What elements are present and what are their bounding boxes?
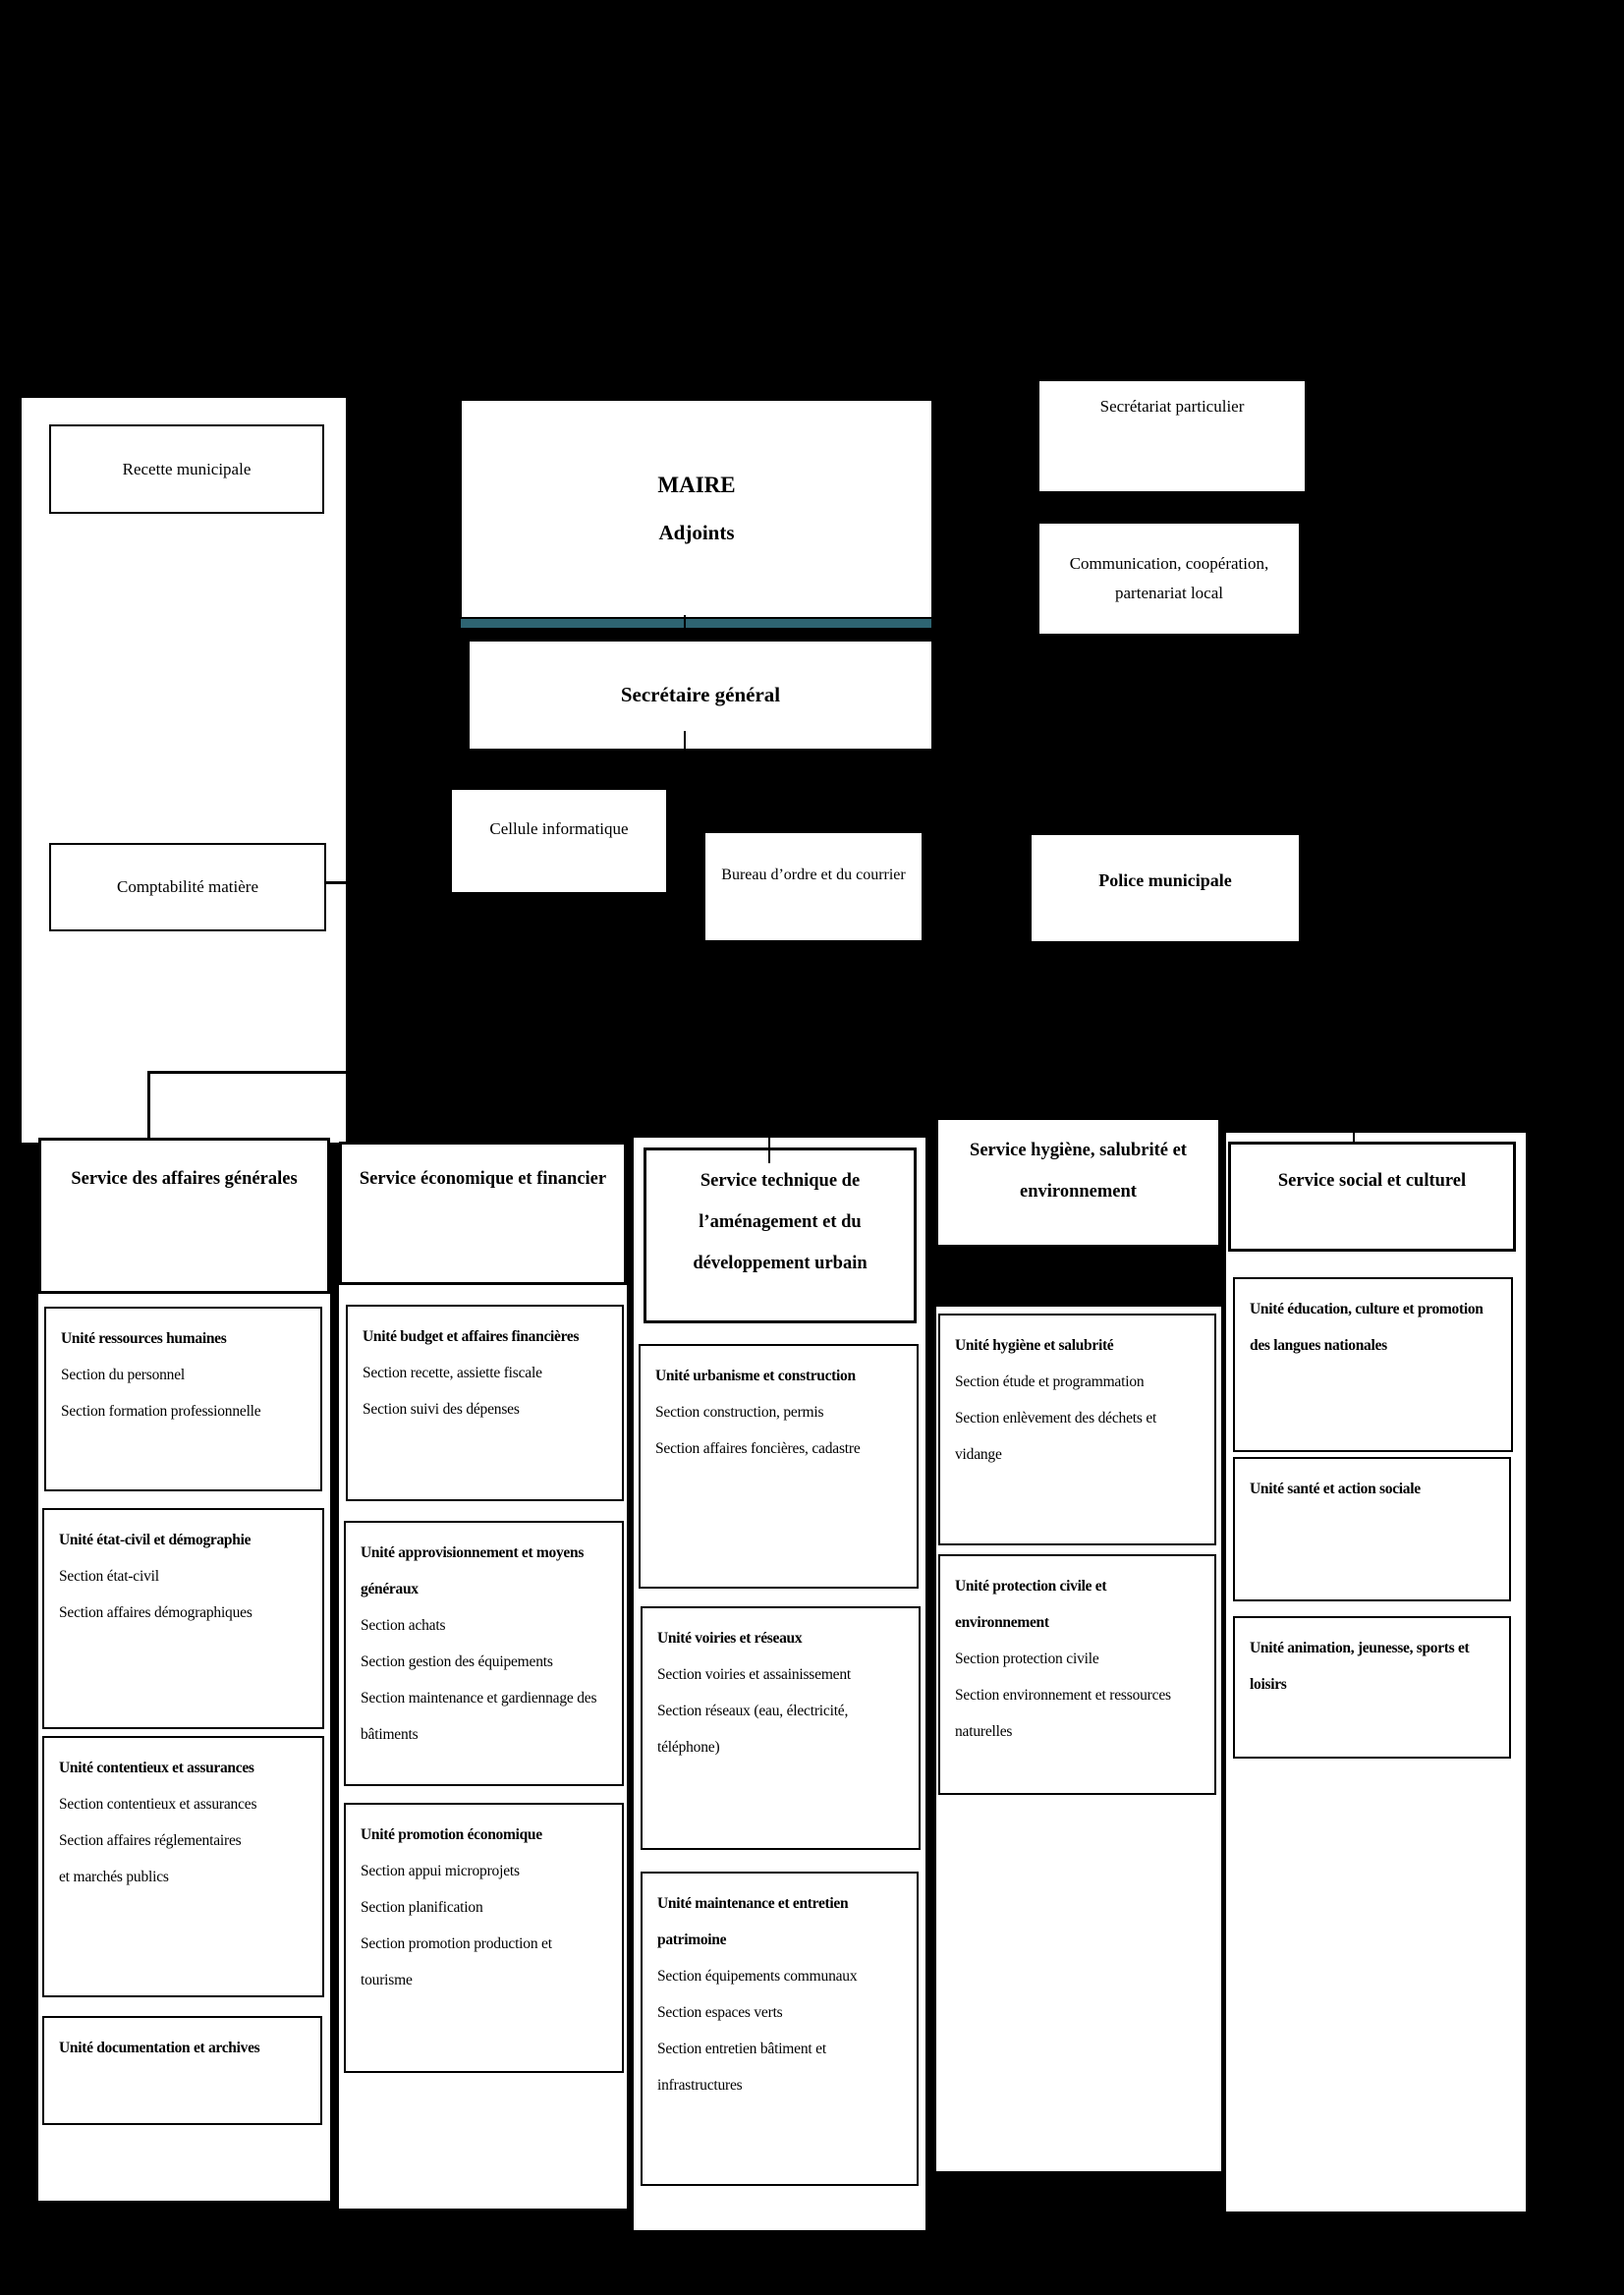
section-line: Section état-civil [59, 1568, 159, 1585]
section-line: Section construction, permis [655, 1404, 824, 1421]
unit-title: Unité promotion économique [361, 1826, 542, 1843]
unit-title: patrimoine [657, 1931, 727, 1948]
connector-technique-tick [768, 1138, 770, 1163]
section-line: Section gestion des équipements [361, 1653, 553, 1670]
comptabilite-matiere-box [49, 843, 326, 931]
unit-budget-finances [346, 1305, 624, 1501]
section-line: Section affaires démographiques [59, 1604, 252, 1621]
unit-title: environnement [955, 1614, 1049, 1631]
unit-education-culture [1233, 1277, 1513, 1452]
unit-animation-jeunesse [1233, 1616, 1511, 1759]
unit-title: Unité santé et action sociale [1250, 1481, 1421, 1497]
connector-elbow-horizontal [147, 1071, 346, 1074]
section-line: Section espaces verts [657, 2004, 783, 2021]
section-line: téléphone) [657, 1739, 720, 1756]
header-hygiene-line: Service hygiène, salubrité et [970, 1141, 1187, 1160]
unit-title: Unité documentation et archives [59, 2040, 260, 2056]
header-social-line: Service social et culturel [1277, 1171, 1467, 1191]
section-line: Section affaires foncières, cadastre [655, 1440, 861, 1457]
section-line: Section affaires réglementaires [59, 1832, 242, 1849]
header-affaires-generales [38, 1138, 330, 1294]
section-line: Section protection civile [955, 1651, 1099, 1667]
recette-municipale-box [49, 424, 324, 514]
secretaire-general-label: Secrétaire général [620, 683, 781, 706]
unit-maintenance-patrimoine [641, 1872, 919, 2186]
unit-protection-civile [938, 1554, 1216, 1795]
police-municipale-label: Police municipale [1098, 870, 1232, 890]
header-technique [644, 1148, 917, 1323]
maire-shadow-bar [461, 619, 931, 628]
section-line: Section réseaux (eau, électricité, [657, 1703, 849, 1719]
section-line: Section équipements communaux [657, 1968, 858, 1985]
unit-title: Unité animation, jeunesse, sports et [1250, 1640, 1470, 1656]
unit-hygiene-salubrite [938, 1314, 1216, 1545]
unit-ressources-humaines [44, 1307, 322, 1491]
communication-line-2: partenariat local [1115, 584, 1223, 602]
section-line: tourisme [361, 1972, 413, 1988]
header-technique-line: développement urbain [693, 1254, 868, 1273]
unit-voiries-reseaux [641, 1606, 921, 1850]
unit-title: Unité voiries et réseaux [657, 1630, 803, 1647]
maire-box [462, 401, 931, 617]
header-technique-line: Service technique de [700, 1171, 861, 1191]
section-line: Section enlèvement des déchets et [955, 1410, 1157, 1427]
header-economique [339, 1142, 627, 1285]
cellule-informatique-box [450, 788, 668, 894]
section-line: et marchés publics [59, 1869, 169, 1885]
cellule-informatique-label: Cellule informatique [489, 819, 629, 838]
maire-title: MAIRE [657, 473, 736, 497]
unit-sante-action-sociale [1233, 1457, 1511, 1601]
unit-title: Unité hygiène et salubrité [955, 1337, 1114, 1354]
section-line: Section appui microprojets [361, 1863, 520, 1879]
header-hygiene-line: environnement [1020, 1182, 1137, 1202]
unit-title: Unité protection civile et [955, 1578, 1107, 1595]
section-line: Section contentieux et assurances [59, 1796, 257, 1813]
connector-maire-sg-tick [684, 615, 686, 635]
connector-sg-bottom-tick [684, 731, 686, 749]
section-line: Section formation professionnelle [61, 1403, 261, 1420]
unit-title: Unité urbanisme et construction [655, 1368, 856, 1384]
unit-title: des langues nationales [1250, 1337, 1387, 1354]
unit-urbanisme-construction [639, 1344, 919, 1589]
connector-elbow-vertical [147, 1071, 150, 1138]
section-line: infrastructures [657, 2077, 743, 2094]
bureau-ordre-label: Bureau d’ordre et du courrier [721, 867, 906, 883]
comptabilite-matiere-label: Comptabilité matière [117, 877, 258, 896]
unit-title: Unité budget et affaires financières [363, 1328, 580, 1345]
unit-etat-civil [42, 1508, 324, 1729]
unit-title: Unité éducation, culture et promotion [1250, 1301, 1484, 1317]
section-line: naturelles [955, 1723, 1013, 1740]
adjoints-title: Adjoints [658, 521, 735, 544]
section-line: Section voiries et assainissement [657, 1666, 852, 1683]
unit-title: loisirs [1250, 1676, 1287, 1693]
secretariat-particulier-label: Secrétariat particulier [1099, 397, 1245, 416]
section-line: Section maintenance et gardiennage des [361, 1690, 597, 1707]
unit-approvisionnement [344, 1521, 624, 1786]
section-line: Section environnement et ressources [955, 1687, 1171, 1704]
section-line: Section suivi des dépenses [363, 1401, 520, 1418]
secretariat-particulier-box [1039, 381, 1305, 491]
recette-municipale-label: Recette municipale [122, 459, 252, 478]
section-line: Section achats [361, 1617, 446, 1634]
unit-contentieux-assurances [42, 1736, 324, 1997]
communication-box [1039, 524, 1299, 634]
section-line: Section promotion production et [361, 1935, 552, 1952]
section-line: bâtiments [361, 1726, 419, 1743]
section-line: Section planification [361, 1899, 483, 1916]
communication-line-1: Communication, coopération, [1069, 554, 1269, 573]
unit-title: Unité approvisionnement et moyens [361, 1544, 585, 1561]
police-municipale-box [1032, 835, 1299, 941]
section-line: Section du personnel [61, 1367, 186, 1383]
connector-social-tick [1353, 1133, 1355, 1144]
header-hygiene [935, 1117, 1221, 1248]
section-line: Section entretien bâtiment et [657, 2041, 826, 2057]
header-economique-line: Service économique et financier [359, 1169, 607, 1189]
header-affaires-generales-line: Service des affaires générales [71, 1169, 298, 1189]
header-social [1228, 1142, 1516, 1252]
section-line: vidange [955, 1446, 1002, 1463]
unit-title: généraux [361, 1581, 419, 1597]
section-line: Section recette, assiette fiscale [363, 1365, 542, 1381]
unit-title: Unité maintenance et entretien [657, 1895, 849, 1912]
unit-documentation-archives [42, 2016, 322, 2125]
header-technique-line: l’aménagement et du [699, 1212, 862, 1232]
secretaire-general-box [470, 642, 931, 749]
unit-title: Unité contentieux et assurances [59, 1760, 254, 1776]
unit-promotion-economique [344, 1803, 624, 2073]
bureau-ordre-box [705, 833, 922, 940]
unit-title: Unité état-civil et démographie [59, 1532, 252, 1548]
connector-comptabilite-stub [326, 881, 346, 884]
section-line: Section étude et programmation [955, 1373, 1145, 1390]
unit-title: Unité ressources humaines [61, 1330, 227, 1347]
